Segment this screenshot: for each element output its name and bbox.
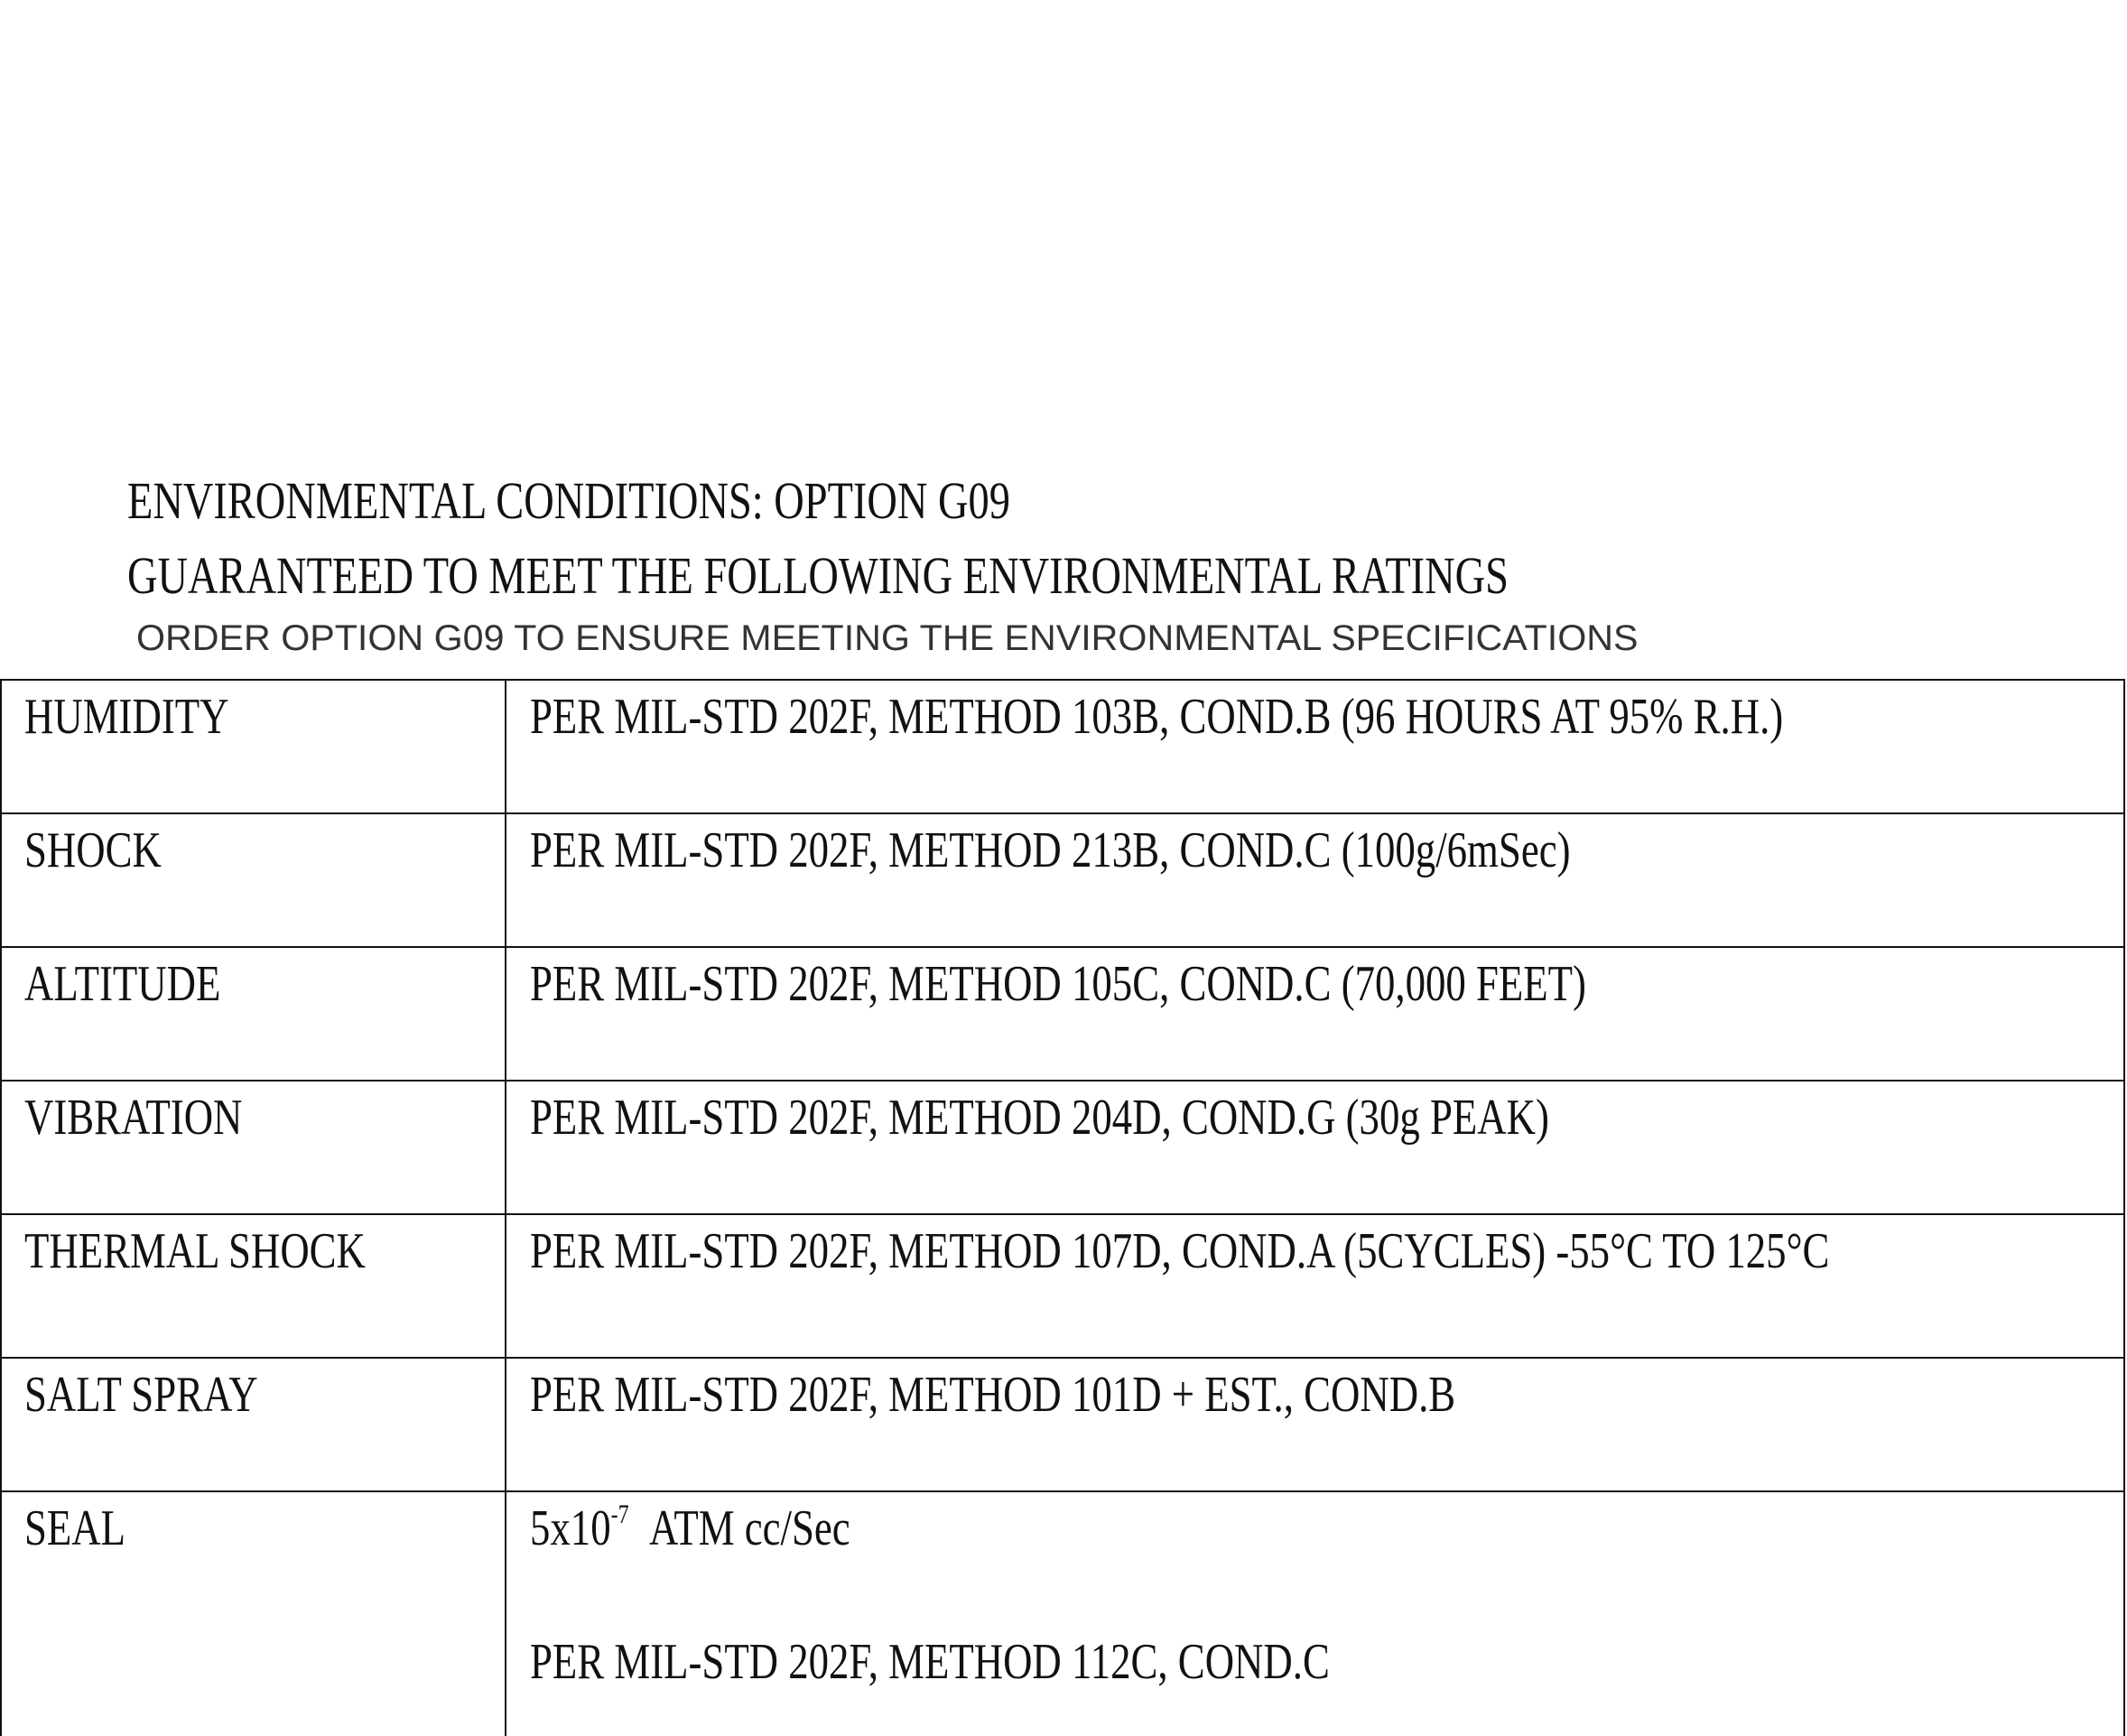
document-title: ENVIRONMENTAL CONDITIONS: OPTION G09	[127, 471, 1010, 530]
row-label: THERMAL SHOCK	[24, 1223, 366, 1279]
row-label: SALT SPRAY	[24, 1367, 258, 1423]
order-note: ORDER OPTION G09 TO ENSURE MEETING THE ENVIRONMENTAL SPECIFICATIONS	[136, 618, 1639, 658]
table-row-altitude	[1, 947, 2124, 1081]
leak-rate-unit: ATM cc/Sec	[649, 1500, 850, 1556]
row-value-cell	[506, 813, 2124, 947]
seal-leak-rate	[530, 1499, 850, 1556]
row-value-cell	[506, 1081, 2124, 1214]
row-value: PER MIL-STD 202F, METHOD 103B, COND.B (96 HOURS AT 95% R.H.)	[530, 689, 1784, 745]
row-value: PER MIL-STD 202F, METHOD 213B, COND.C (100g/6mSec)	[530, 822, 1571, 878]
row-label: SEAL	[24, 1500, 125, 1556]
table-row-vibration	[1, 1081, 2124, 1214]
row-label-cell	[1, 1491, 506, 1736]
row-label-cell	[1, 680, 506, 813]
row-value: PER MIL-STD 202F, METHOD 107D, COND.A (5CYCLES) -55°C TO 125°C	[530, 1223, 1830, 1279]
table-row-shock	[1, 813, 2124, 947]
row-label: HUMIDITY	[24, 689, 229, 745]
leak-rate-base: 5x10	[530, 1500, 611, 1556]
row-label-cell	[1, 1081, 506, 1214]
row-label: SHOCK	[24, 822, 162, 878]
table-row-thermal-shock	[1, 1214, 2124, 1358]
table-row-seal	[1, 1491, 2124, 1736]
row-label: VIBRATION	[24, 1090, 243, 1146]
row-value-cell	[506, 680, 2124, 813]
row-value-cell	[506, 1214, 2124, 1358]
row-value-cell	[506, 1491, 2124, 1736]
seal-method: PER MIL-STD 202F, METHOD 112C, COND.C	[530, 1634, 1330, 1690]
row-label-cell	[1, 947, 506, 1081]
row-label: ALTITUDE	[24, 956, 221, 1012]
table-row-humidity	[1, 680, 2124, 813]
row-value: PER MIL-STD 202F, METHOD 105C, COND.C (70,000 FEET)	[530, 956, 1586, 1012]
row-value: PER MIL-STD 202F, METHOD 101D + EST., COND.B	[530, 1367, 1456, 1423]
row-label-cell	[1, 1358, 506, 1491]
environmental-ratings-table	[0, 679, 2125, 1736]
leak-rate-exponent: -7	[610, 1499, 629, 1529]
row-value-cell	[506, 1358, 2124, 1491]
row-label-cell	[1, 1214, 506, 1358]
row-value-cell	[506, 947, 2124, 1081]
table-row-salt-spray	[1, 1358, 2124, 1491]
document-subtitle: GUARANTEED TO MEET THE FOLLOWING ENVIRONMENTAL RATINGS	[127, 546, 1509, 605]
row-value: PER MIL-STD 202F, METHOD 204D, COND.G (30g PEAK)	[530, 1090, 1549, 1146]
row-label-cell	[1, 813, 506, 947]
